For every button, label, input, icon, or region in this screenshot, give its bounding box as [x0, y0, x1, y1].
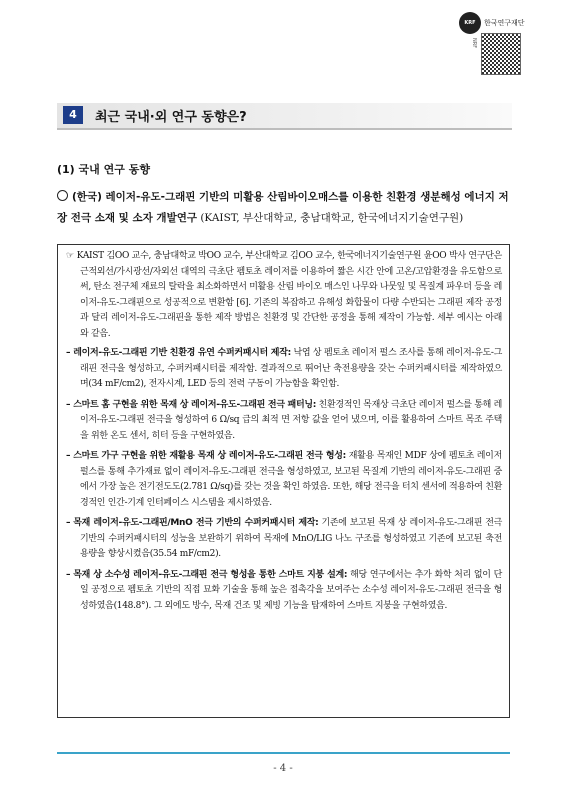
- section-header: [57, 103, 512, 130]
- dash-marker: –: [66, 451, 71, 461]
- bullet-body: 낙엽 상 펨토초 레이저 펄스 조사를 통해 레이저-유도-그래핀 전극을 형성하고, 수퍼커패시터를 제작함. 결과적으로 뛰어난 축전용량을 갖는 수퍼커패시터를 제작하였으며(34 mF/cm2), 전자시계, LED 등의 전력 구동이 가능함을 확인함.: [80, 348, 503, 389]
- research-summary-box: [57, 244, 510, 718]
- dash-marker: –: [66, 348, 71, 358]
- bullet-heading: 레이저-유도-그래핀 기반 친환경 유연 수퍼커패시터 제작:: [73, 348, 291, 358]
- pointing-hand-icon: ☞: [66, 251, 74, 261]
- footer-rule: [57, 752, 510, 754]
- dash-marker: –: [66, 399, 71, 410]
- subsection-title: (1) 국내 연구 동향: [57, 163, 150, 176]
- circle-bullet-icon: [57, 190, 68, 201]
- bullet-body: 기존에 보고된 목재 상 레이저-유도-그래핀 전극 기반의 수퍼커패시터의 성능을 보완하기 위하여 목재에 MnO/LIG 나노 구조를 형성하였고 기존에 보고된 축전용량을 향상시켰음(35.54 mF/cm2).: [80, 518, 502, 559]
- bullet-item: [66, 568, 502, 615]
- bullet-item: [66, 346, 502, 393]
- dash-marker: –: [66, 518, 71, 528]
- dash-marker: –: [66, 569, 71, 580]
- section-title: 최근 국내·외 연구 동향은?: [95, 110, 247, 125]
- bullet-body: 친환경적인 목재상 극초단 레이저 펄스를 통해 레이저-유도-그래핀 전극을 형성하여 6 Ω/sq 급의 최적 면 저항 값을 얻어 냈으며, 이를 활용하여 스마트 목조 주택을 위한 온도 센서, 히터 등을 구현하였음.: [80, 399, 502, 441]
- bullet-heading: 목재 레이저-유도-그래핀/MnO 전극 기반의 수퍼커패시터 제작:: [73, 518, 319, 528]
- project-title-bold: (한국) 레이저-유도-그래핀 기반의 미활용 산림바이오매스를 이용한 친환경 생분해성 에너지 저장 전극 소재 및 소자 개발연구: [57, 191, 509, 224]
- project-institutions: (KAIST, 부산대학교, 충남대학교, 한국에너지기술연구원): [197, 212, 464, 224]
- header-logo: [459, 10, 549, 74]
- side-code: NRF: [471, 38, 477, 49]
- bullet-item: [66, 398, 502, 445]
- section-number: 4: [63, 106, 83, 124]
- intro-paragraph: [66, 249, 502, 342]
- intro-text: KAIST 김OO 교수, 충남대학교 박OO 교수, 부산대학교 김OO 교수, 한국에너지기술연구원 윤OO 박사 연구단은 근적외선/가시광선/자외선 대역의 극초단 펨토초 레이저를 이용하여 짧은 시간 안에 고온/고압환경을 유도함으로써, 탄소 전구체 재료의 탈락을 최소화하면서 미활용 산림 바이오 매스인 나무와 나뭇잎 및 목질계 파우더 등을 레이저-유도-그래핀으로 성공적으로 변환함 [6]. 기존의 복잡하고 유해성 화합물이 다량 수반되는 그래핀 제작 공정과 달리 레이저-유도-그래핀을 통한 제작 방법은 친환경 및 간단한 공정을 통해 제작이 가능함. 세부 예시는 아래와 같음.: [76, 251, 502, 339]
- bullet-heading: 목재 상 소수성 레이저-유도-그래핀 전극 형성을 통한 스마트 지붕 설계:: [73, 569, 348, 580]
- qr-code-icon: [481, 33, 521, 75]
- bullet-body: 재활용 목재인 MDF 상에 펨토초 레이저 펄스를 통해 추가재료 없이 레이저-유도-그래핀 전극을 형성하였고, 보고된 목질계 기반의 레이저-유도-그래핀 중에서 가장 높은 전기전도도(2.781 Ω/sq)를 갖는 것을 확인 하였음. 또한, 해당 전극을 터치 센서에 적용하여 친환경적인 인간-기계 인터페이스 시스템을 제시하였음.: [80, 451, 502, 508]
- bullet-item: [66, 449, 502, 511]
- page-number: - 4 -: [273, 763, 293, 774]
- bullet-body: 해당 연구에서는 추가 화학 처리 없이 단일 공정으로 펨토초 기반의 직접 묘화 기술을 통해 높은 접촉각을 보여주는 소수성 레이저-유도-그래핀 전극을 형성하였음(148.8°). 그 외에도 방수, 목재 건조 및 제빙 기능을 탑재하여 스마트 지붕을 구현하였음.: [80, 569, 502, 611]
- org-name: 한국연구재단: [484, 19, 525, 27]
- project-title: [57, 187, 517, 229]
- bullet-heading: 스마트 홈 구현을 위한 목재 상 레이저-유도-그래핀 전극 패터닝:: [73, 399, 317, 410]
- bullet-item: [66, 516, 502, 563]
- bullet-heading: 스마트 가구 구현을 위한 재활용 목재 상 레이저-유도-그래핀 전극 형성:: [73, 451, 346, 461]
- krf-logo-icon: KRF: [459, 12, 481, 34]
